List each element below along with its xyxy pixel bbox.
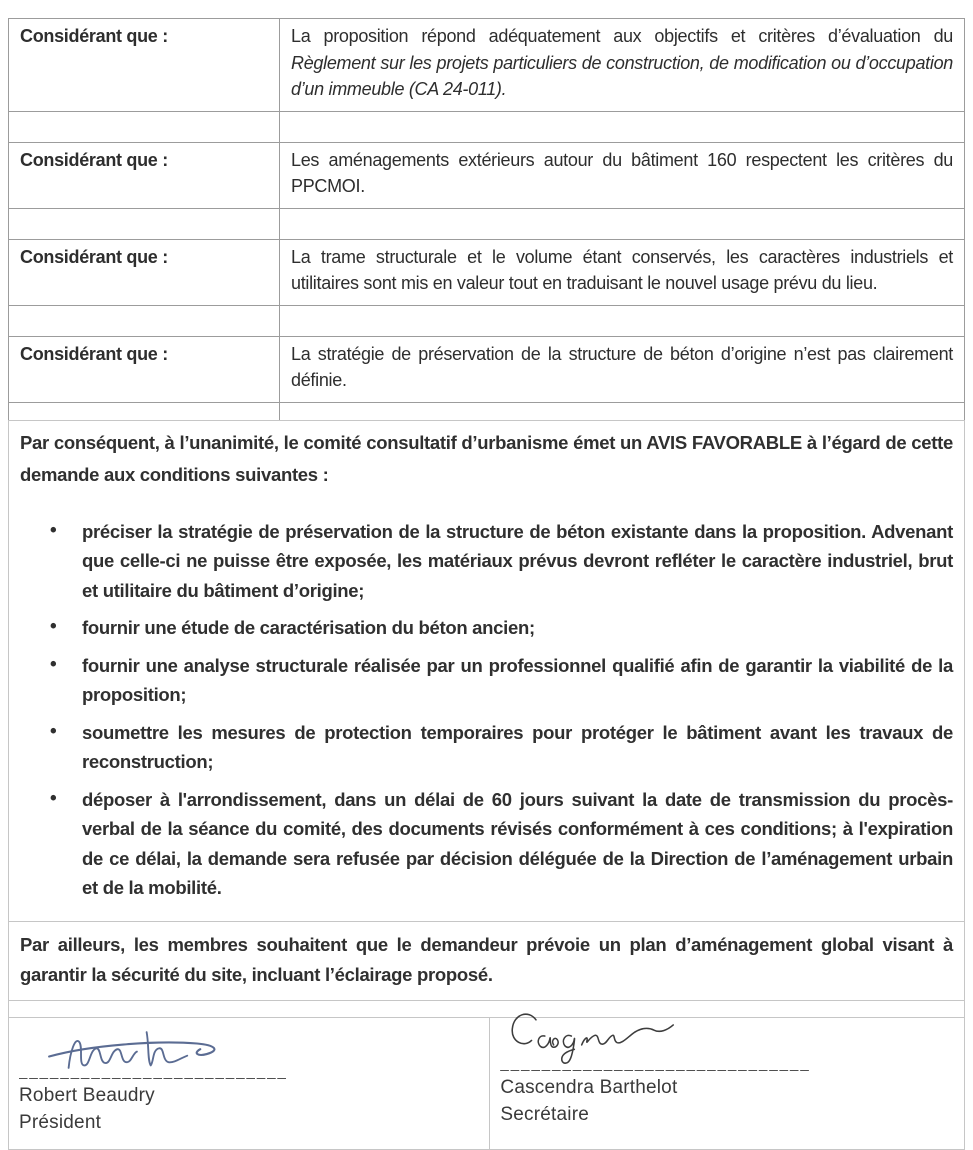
signature-line: ______________________________ (500, 1054, 811, 1072)
considerant-row-3 (9, 239, 965, 305)
conditions-list (20, 517, 953, 903)
considerant-label: Considérant que : (9, 19, 280, 112)
spacer-strip (9, 1000, 964, 1017)
condition-item: • fournir une analyse structurale réalisée par un professionnel qualifié afin de garantir la viabilité de la proposition; (82, 651, 953, 710)
table-spacer-row (9, 208, 965, 239)
secretary-title: Secrétaire (500, 1104, 590, 1125)
president-name: Robert Beaudry (19, 1084, 155, 1106)
condition-item: • déposer à l'arrondissement, dans un délai de 60 jours suivant la date de transmission du procès-verbal de la séance du comité, des documents révisés conformément à ces conditions; à l'expiration de ce délai, la demande sera refusée par décision déléguée de la Direction de l’aménagement urbain et de la mobilité. (82, 785, 953, 903)
secretary-name: Cascendra Barthelot (500, 1076, 678, 1098)
considerant-label: Considérant que : (9, 336, 280, 402)
table-spacer-row (9, 305, 965, 336)
decision-intro-paragraph: Par conséquent, à l’unanimité, le comité consultatif d’urbanisme émet un AVIS FAVORABLE à l’égard de cette demande aux conditions suivantes : (20, 431, 953, 485)
considerant-text: La trame structurale et le volume étant conservés, les caractères industriels et utilitaires sont mis en valeur tout en traduisant le nouvel usage prévu du lieu. (280, 239, 965, 305)
table-spacer-row (9, 402, 965, 420)
decision-section (9, 421, 964, 921)
considerant-row-4 (9, 336, 965, 402)
considerant-label: Considérant que : (9, 142, 280, 208)
note-section (9, 921, 964, 1000)
decision-blocks (8, 420, 965, 1150)
considerant-text-italic: Règlement sur les projets particuliers de construction, de modification ou d’occupation d’un immeuble (CA 24-011). (291, 52, 953, 99)
considerants-table (8, 18, 965, 421)
considerant-text: Les aménagements extérieurs autour du bâtiment 160 respectent les critères du PPCMOI. (280, 142, 965, 208)
signature-line: __________________________ (19, 1062, 288, 1080)
president-title: Président (19, 1112, 102, 1133)
secretary-signature-cell (489, 1018, 964, 1149)
condition-item: • soumettre les mesures de protection temporaires pour protéger le bâtiment avant les travaux de reconstruction; (82, 718, 953, 777)
condition-item: • fournir une étude de caractérisation du béton ancien; (82, 613, 953, 643)
considerant-label: Considérant que : (9, 239, 280, 305)
considerant-row-2 (9, 142, 965, 208)
considerant-row-1 (9, 19, 965, 112)
considerant-text (280, 19, 965, 112)
condition-item: • préciser la stratégie de préservation de la structure de béton existante dans la proposition. Advenant que celle-ci ne puisse être exposée, les matériaux prévus devront refléter le caractère industriel, brut et utilitaire du bâtiment d’origine; (82, 517, 953, 606)
note-paragraph: Par ailleurs, les membres souhaitent que le demandeur prévoie un plan d’aménagement global visant à garantir la sécurité du site, incluant l’éclairage proposé. (20, 933, 953, 985)
president-signature-cell (9, 1018, 489, 1149)
table-spacer-row (9, 111, 965, 142)
signature-row (9, 1017, 964, 1149)
considerant-text: La stratégie de préservation de la structure de béton d’origine n’est pas clairement définie. (280, 336, 965, 402)
considerant-text-plain: La proposition répond adéquatement aux objectifs et critères d’évaluation du (291, 26, 953, 46)
